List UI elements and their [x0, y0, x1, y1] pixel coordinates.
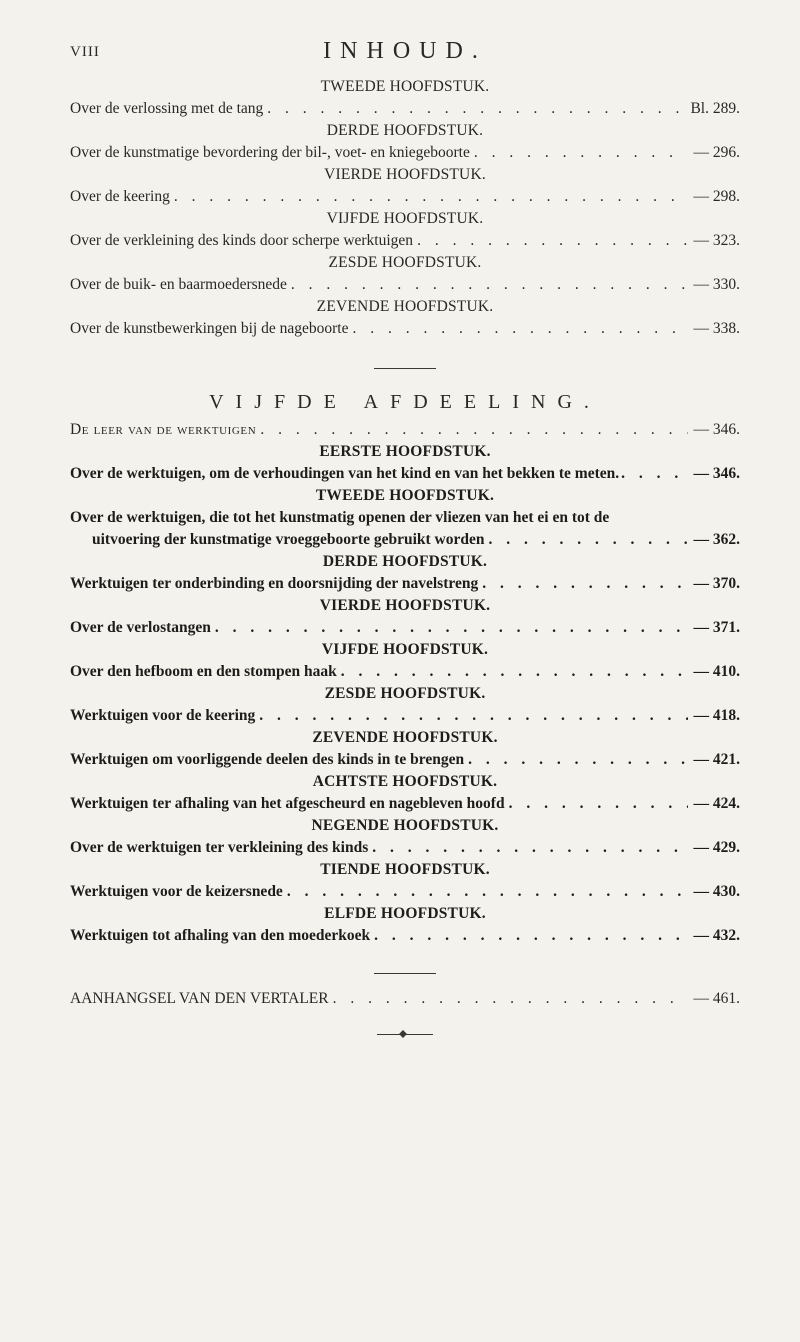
dot-leader [211, 617, 688, 639]
chapter-heading: VIJFDE HOOFDSTUK. [321, 641, 489, 658]
page-ref: — 298. [693, 188, 740, 205]
page-ref: — 429. [693, 839, 740, 856]
toc-entry [70, 230, 740, 252]
dot-leader [337, 661, 688, 683]
toc-entry [70, 705, 740, 727]
toc-entry [70, 142, 740, 164]
chapter-heading: NEGENDE HOOFDSTUK. [311, 817, 499, 834]
dot-leader [619, 463, 687, 485]
dot-leader [368, 837, 687, 859]
entry-title: AANHANGSEL VAN DEN VERTALER [70, 990, 329, 1007]
chapter-heading: TIENDE HOOFDSTUK. [320, 861, 490, 878]
entry-title-line2: uitvoering der kunstmatige vroeggeboorte gebruikt worden [92, 531, 485, 548]
page-ref: — 362. [693, 531, 740, 548]
entry-title: Over de buik- en baarmoedersnede [70, 276, 287, 293]
page-ref: — 461. [693, 990, 740, 1007]
entry-title: Werktuigen ter onderbinding en doorsnijding der navelstreng [70, 575, 479, 592]
page-ref: Bl. 289. [690, 100, 740, 117]
section-rule [374, 368, 436, 369]
chapter-heading: TWEEDE HOOFDSTUK. [320, 78, 490, 95]
toc-entry [70, 617, 740, 639]
chapter-heading: DERDE HOOFDSTUK. [326, 122, 484, 139]
dot-leader [287, 274, 688, 296]
toc-entry [70, 507, 740, 551]
entry-title: Werktuigen voor de keering [70, 707, 256, 724]
diamond-ornament-icon [399, 1030, 407, 1038]
chapter-heading: VIERDE HOOFDSTUK. [319, 597, 491, 614]
running-head [70, 38, 740, 76]
toc-entry [70, 793, 740, 815]
entry-title: Over de werktuigen, om de verhoudingen van het kind en van het bekken te meten. [70, 465, 620, 482]
entry-title: Over de verlossing met de tang [70, 100, 264, 117]
toc-entry [70, 186, 740, 208]
chapter-heading: TWEEDE HOOFDSTUK. [315, 487, 495, 504]
division-title: VIJFDE AFDEELING. [209, 391, 601, 413]
toc-section-part2 [70, 441, 740, 947]
chapter-heading: ACHTSTE HOOFDSTUK. [312, 773, 498, 790]
dot-leader [256, 419, 687, 441]
page-ref: — 370. [693, 575, 740, 592]
dot-leader [263, 98, 684, 120]
dot-leader [170, 186, 688, 208]
entry-title: Over de kunstmatige bevordering der bil-, voet- en kniegeboorte [70, 144, 470, 161]
toc-section-part1 [70, 76, 740, 340]
entry-title-line1: Over de werktuigen, die tot het kunstmatig openen der vliezen van het ei en tot de [70, 509, 610, 526]
toc-entry [70, 749, 740, 771]
page-ref: — 424. [693, 795, 740, 812]
dot-leader [485, 529, 688, 551]
chapter-heading: VIJFDE HOOFDSTUK. [326, 210, 484, 227]
page-ref: — 371. [693, 619, 740, 636]
page-ref: — 330. [693, 276, 740, 293]
dot-leader [255, 705, 687, 727]
page-ref: — 296. [693, 144, 740, 161]
entry-title: Over den hefboom en den stompen haak [70, 663, 337, 680]
chapter-heading: ELFDE HOOFDSTUK. [324, 905, 486, 922]
page-ref: — 418. [693, 707, 740, 724]
toc-page [70, 38, 740, 1038]
entry-title: Over de kunstbewerkingen bij de nageboorte [70, 320, 349, 337]
page-ref: — 430. [693, 883, 740, 900]
dot-leader [478, 573, 687, 595]
page-ref: — 346. [693, 421, 740, 438]
entry-title: Over de verlostangen [70, 619, 211, 636]
entry-title: Werktuigen om voorliggende deelen des kinds in te brengen [70, 751, 465, 768]
dot-leader [464, 749, 687, 771]
toc-entry [70, 837, 740, 859]
page-ref: — 323. [693, 232, 740, 249]
toc-entry [70, 573, 740, 595]
dot-leader [413, 230, 687, 252]
toc-entry [70, 881, 740, 903]
entry-title: De leer van de werktuigen [70, 421, 257, 438]
dot-leader [370, 925, 687, 947]
chapter-heading: VIERDE HOOFDSTUK. [324, 166, 486, 183]
dot-leader [329, 988, 688, 1010]
dot-leader [505, 793, 688, 815]
toc-entry [70, 463, 740, 485]
toc-entry-division-intro [70, 419, 740, 441]
dot-leader [283, 881, 688, 903]
toc-entry [70, 925, 740, 947]
toc-entry [70, 98, 740, 120]
page-title: INHOUD. [323, 38, 487, 64]
toc-entry [70, 318, 740, 340]
entry-title: Werktuigen tot afhaling van den moederkoek [70, 927, 371, 944]
chapter-heading: ZEVENDE HOOFDSTUK. [316, 298, 494, 315]
page-folio: VIII [70, 44, 100, 60]
section-rule [374, 973, 436, 974]
entry-title: Werktuigen ter afhaling van het afgescheurd en nagebleven hoofd [70, 795, 505, 812]
chapter-heading: ZESDE HOOFDSTUK. [328, 254, 482, 271]
toc-entry-appendix [70, 988, 740, 1010]
page-ref: — 338. [693, 320, 740, 337]
toc-entry [70, 274, 740, 296]
dot-leader [470, 142, 688, 164]
entry-title: Werktuigen voor de keizersnede [70, 883, 283, 900]
entry-title: Over de keering [70, 188, 170, 205]
entry-title: Over de verkleining des kinds door scherpe werktuigen [70, 232, 414, 249]
page-ref: — 346. [693, 465, 740, 482]
end-ornament [377, 1030, 433, 1038]
page-ref: — 410. [693, 663, 740, 680]
toc-entry [70, 661, 740, 683]
entry-title: Over de werktuigen ter verkleining des kinds [70, 839, 369, 856]
dot-leader [348, 318, 687, 340]
page-ref: — 421. [693, 751, 740, 768]
page-ref: — 432. [693, 927, 740, 944]
chapter-heading: EERSTE HOOFDSTUK. [319, 443, 491, 460]
chapter-heading: DERDE HOOFDSTUK. [322, 553, 488, 570]
chapter-heading: ZESDE HOOFDSTUK. [324, 685, 486, 702]
chapter-heading: ZEVENDE HOOFDSTUK. [312, 729, 498, 746]
